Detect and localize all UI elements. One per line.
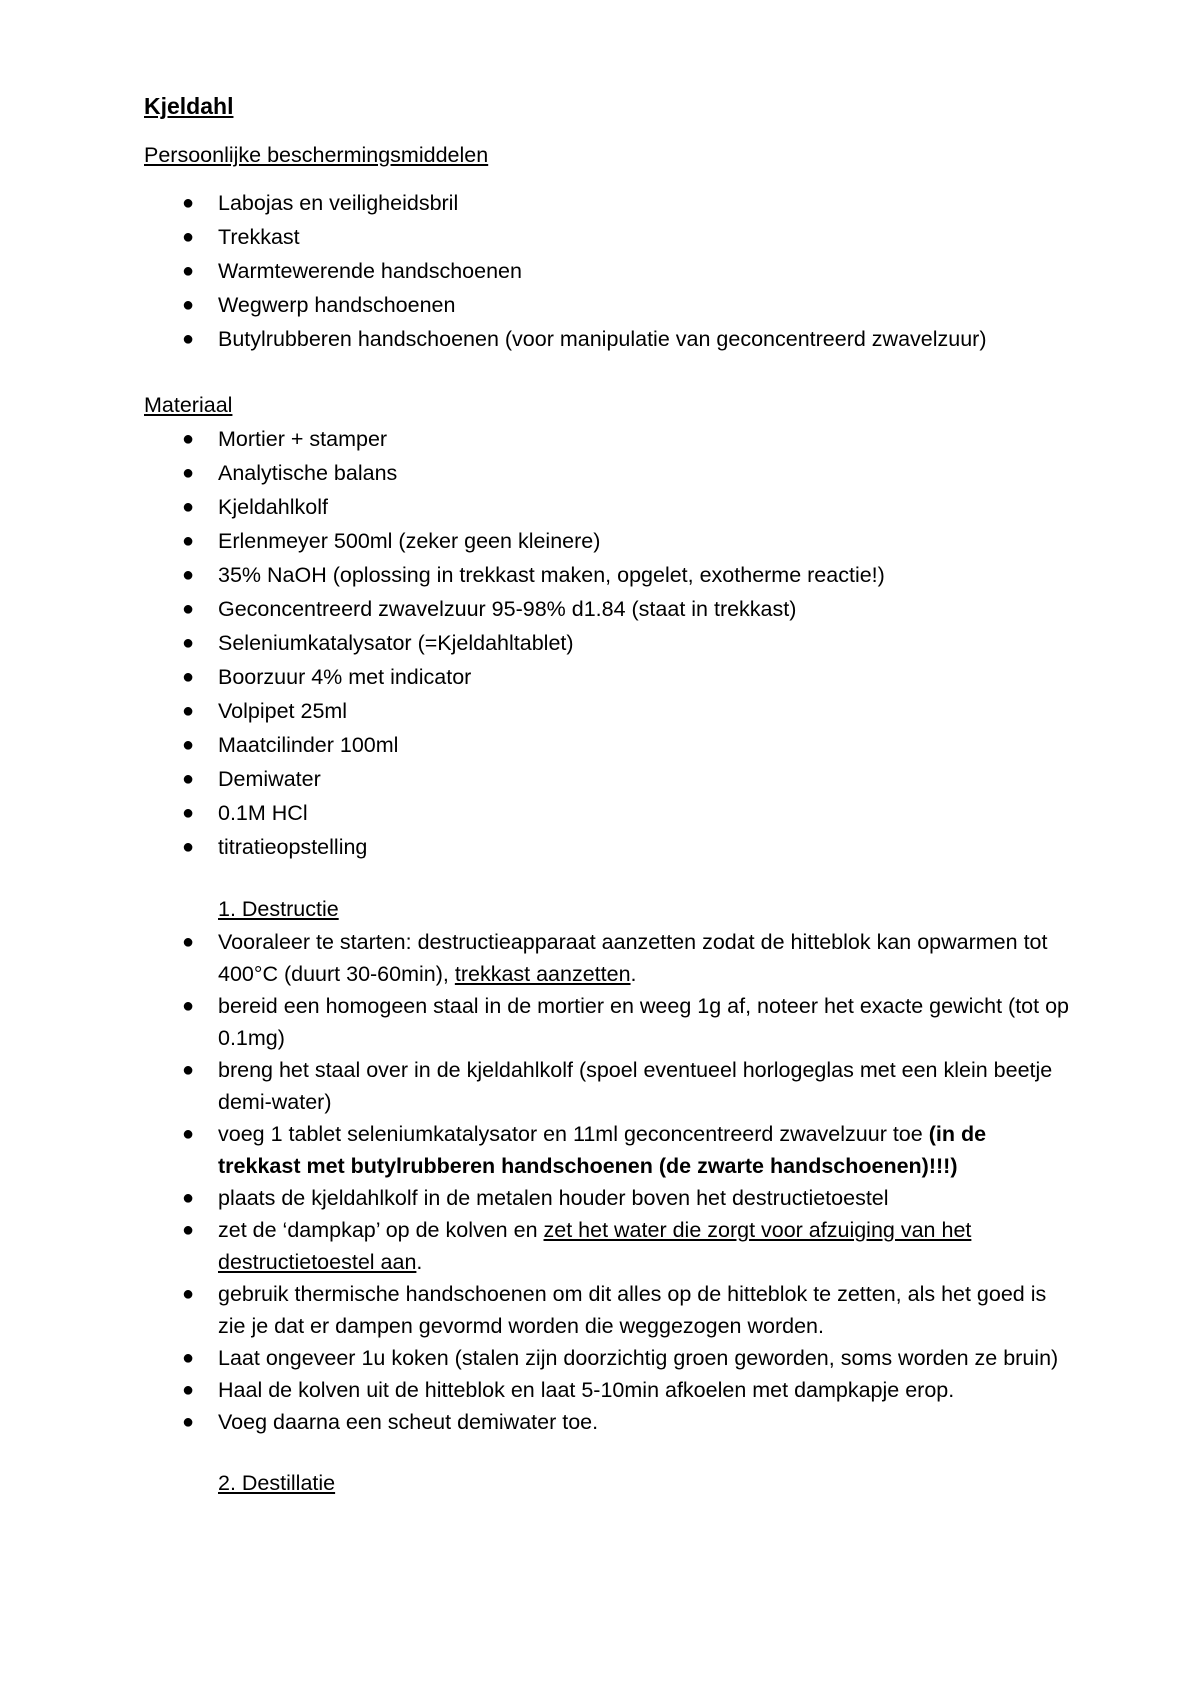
list-item: ● 35% NaOH (oplossing in trekkast maken, opgelet, exotherme reactie!)	[144, 558, 1070, 592]
list-item: ● zet de ‘dampkap’ op de kolven en zet het water die zorgt voor afzuiging van het destructietoestel aan.	[144, 1214, 1070, 1278]
list-item: ● Maatcilinder 100ml	[144, 728, 1070, 762]
bullet-icon: ●	[182, 802, 195, 824]
list-item: ● Demiwater	[144, 762, 1070, 796]
list-item: ● Geconcentreerd zwavelzuur 95-98% d1.84 (staat in trekkast)	[144, 592, 1070, 626]
materiaal-list	[144, 422, 1070, 864]
bullet-icon: ●	[182, 1347, 195, 1369]
list-item: ● Mortier + stamper	[144, 422, 1070, 456]
list-item: ● Kjeldahlkolf	[144, 490, 1070, 524]
list-item: ● voeg 1 tablet seleniumkatalysator en 11ml geconcentreerd zwavelzuur toe (in de trekkast met butylrubberen handschoenen (de zwarte handschoenen)!!!)	[144, 1118, 1070, 1182]
list-item: ● Labojas en veiligheidsbril	[144, 186, 1070, 220]
bullet-icon: ●	[182, 1123, 195, 1145]
list-item: ● Haal de kolven uit de hitteblok en laat 5-10min afkoelen met dampkapje erop.	[144, 1374, 1070, 1406]
list-item: ● Analytische balans	[144, 456, 1070, 490]
bullet-icon: ●	[182, 1059, 195, 1081]
ppe-heading: Persoonlijke beschermingsmiddelen	[144, 143, 489, 167]
bullet-icon: ●	[182, 632, 195, 654]
bullet-icon: ●	[182, 666, 195, 688]
list-item: ● breng het staal over in de kjeldahlkolf (spoel eventueel horlogeglas met een klein beetje demi-water)	[144, 1054, 1070, 1118]
bullet-icon: ●	[182, 564, 195, 586]
document-title: Kjeldahl	[144, 93, 234, 119]
bullet-icon: ●	[182, 530, 195, 552]
bullet-icon: ●	[182, 1283, 195, 1305]
list-item: ● Seleniumkatalysator (=Kjeldahltablet)	[144, 626, 1070, 660]
destructie-heading: 1. Destructie	[218, 897, 339, 921]
list-item: ● Volpipet 25ml	[144, 694, 1070, 728]
list-item: ● gebruik thermische handschoenen om dit alles op de hitteblok te zetten, als het goed is zie je dat er dampen gevormd worden die weggezogen worden.	[144, 1278, 1070, 1342]
bullet-icon: ●	[182, 328, 195, 350]
bullet-icon: ●	[182, 836, 195, 858]
bullet-icon: ●	[182, 192, 195, 214]
bullet-icon: ●	[182, 931, 195, 953]
bullet-icon: ●	[182, 496, 195, 518]
bullet-icon: ●	[182, 1219, 195, 1241]
list-item: ● Boorzuur 4% met indicator	[144, 660, 1070, 694]
list-item: ● Laat ongeveer 1u koken (stalen zijn doorzichtig groen geworden, soms worden ze bruin)	[144, 1342, 1070, 1374]
list-item: ● titratieopstelling	[144, 830, 1070, 864]
bullet-icon: ●	[182, 995, 195, 1017]
bullet-icon: ●	[182, 598, 195, 620]
bullet-icon: ●	[182, 462, 195, 484]
list-item: ● plaats de kjeldahlkolf in de metalen houder boven het destructietoestel	[144, 1182, 1070, 1214]
ppe-list	[144, 186, 1070, 356]
bullet-icon: ●	[182, 768, 195, 790]
list-item: ● Erlenmeyer 500ml (zeker geen kleinere)	[144, 524, 1070, 558]
bullet-icon: ●	[182, 734, 195, 756]
list-item: ● bereid een homogeen staal in de mortier en weeg 1g af, noteer het exacte gewicht (tot op 0.1mg)	[144, 990, 1070, 1054]
list-item: ● Voeg daarna een scheut demiwater toe.	[144, 1406, 1070, 1438]
bullet-icon: ●	[182, 294, 195, 316]
materiaal-heading: Materiaal	[144, 393, 233, 417]
bullet-icon: ●	[182, 428, 195, 450]
bullet-icon: ●	[182, 700, 195, 722]
list-item: ● Butylrubberen handschoenen (voor manipulatie van geconcentreerd zwavelzuur)	[144, 322, 1070, 356]
bullet-icon: ●	[182, 1187, 195, 1209]
destillatie-heading: 2. Destillatie	[218, 1471, 336, 1495]
list-item: ● Vooraleer te starten: destructieapparaat aanzetten zodat de hitteblok kan opwarmen tot 400°C (duurt 30-60min), trekkast aanzetten.	[144, 926, 1070, 990]
bullet-icon: ●	[182, 260, 195, 282]
list-item: ● 0.1M HCl	[144, 796, 1070, 830]
bullet-icon: ●	[182, 1411, 195, 1433]
list-item: ● Wegwerp handschoenen	[144, 288, 1070, 322]
destructie-steps	[144, 926, 1070, 1438]
bullet-icon: ●	[182, 1379, 195, 1401]
list-item: ● Trekkast	[144, 220, 1070, 254]
list-item: ● Warmtewerende handschoenen	[144, 254, 1070, 288]
bullet-icon: ●	[182, 226, 195, 248]
